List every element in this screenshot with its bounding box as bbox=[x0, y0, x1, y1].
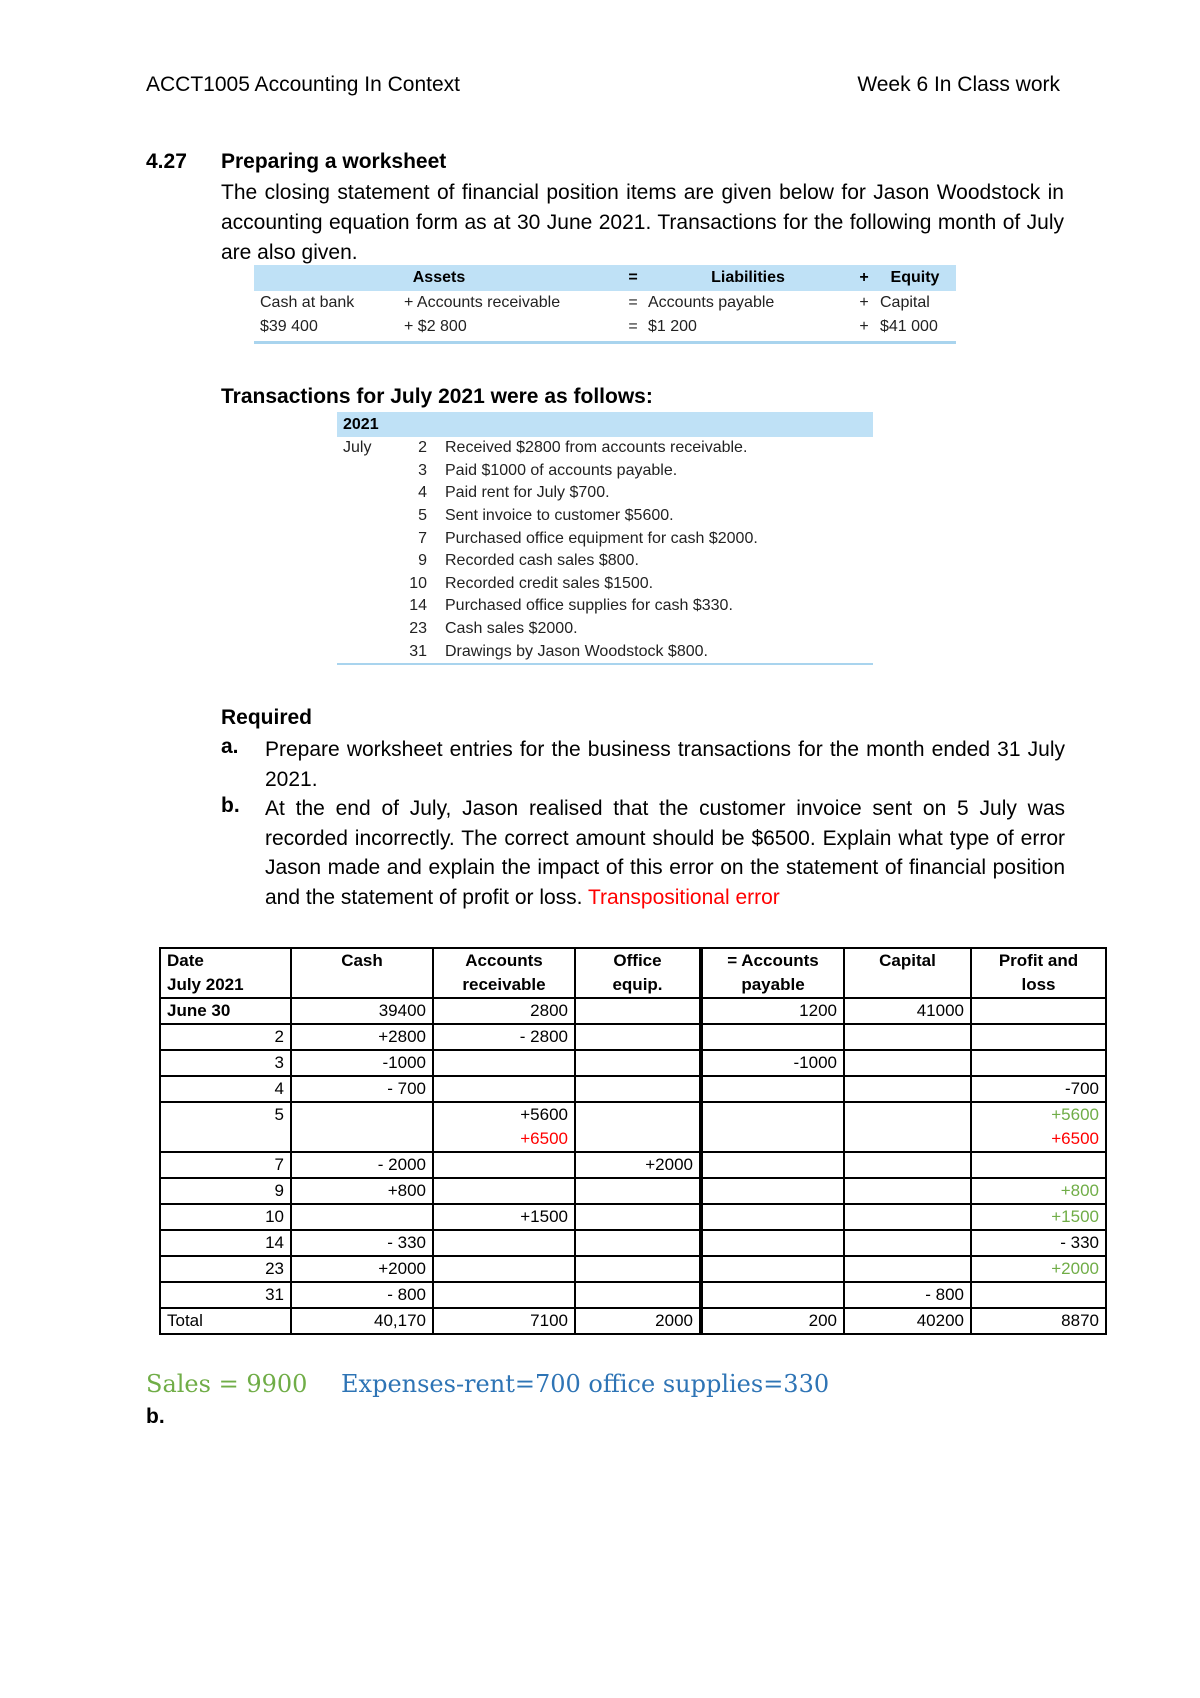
cash-cell: 39400 bbox=[291, 998, 433, 1024]
office-equip-cell bbox=[575, 1102, 701, 1152]
transaction-row bbox=[337, 437, 873, 460]
office-equip-cell bbox=[575, 1204, 701, 1230]
transaction-day: 9 bbox=[418, 552, 427, 570]
row-date: 4 bbox=[160, 1076, 291, 1102]
capital-value: $41 000 bbox=[874, 315, 956, 343]
cash-cell: +2800 bbox=[291, 1024, 433, 1050]
pl-cell bbox=[971, 1282, 1106, 1308]
cash-column-header: Cash bbox=[291, 948, 433, 998]
question-a-text: Prepare worksheet entries for the business transactions for the month ended 31 July 2021. bbox=[265, 738, 1065, 791]
answer-b-label: b. bbox=[146, 1405, 165, 1428]
transactions-header-row bbox=[337, 412, 873, 437]
ap-cell bbox=[701, 1102, 844, 1152]
capital-cell bbox=[844, 1050, 971, 1076]
ap-cell: 1200 bbox=[701, 998, 844, 1024]
transactions-table bbox=[337, 412, 873, 665]
capital-cell bbox=[844, 1178, 971, 1204]
question-b-answer: Transpositional error bbox=[587, 885, 780, 909]
question-b-letter: b. bbox=[221, 794, 240, 817]
ap-cell bbox=[701, 1282, 844, 1308]
transaction-row bbox=[337, 573, 873, 596]
transaction-text: Recorded cash sales $800. bbox=[445, 552, 639, 570]
transactions-heading: Transactions for July 2021 were as follows: bbox=[221, 385, 653, 408]
capital-cell: 41000 bbox=[844, 998, 971, 1024]
capital-cell bbox=[844, 1024, 971, 1050]
pl-cell: -700 bbox=[971, 1076, 1106, 1102]
plus-header: + bbox=[854, 265, 874, 291]
row-date: 7 bbox=[160, 1152, 291, 1178]
accounts-payable-value: $1 200 bbox=[642, 315, 854, 343]
assets-header: Assets bbox=[254, 265, 624, 291]
worksheet-row bbox=[160, 1230, 1106, 1256]
equals-header: = bbox=[624, 265, 642, 291]
date-column-header: Date July 2021 bbox=[160, 948, 291, 998]
worksheet-row bbox=[160, 1076, 1106, 1102]
total-ap: 200 bbox=[701, 1308, 844, 1334]
total-capital: 40200 bbox=[844, 1308, 971, 1334]
accounts-payable-column-header: = Accounts payable bbox=[701, 948, 844, 998]
worksheet-row bbox=[160, 1024, 1106, 1050]
worksheet-row bbox=[160, 1050, 1106, 1076]
cash-at-bank-label: Cash at bank bbox=[260, 294, 355, 311]
ar-cell bbox=[433, 1230, 575, 1256]
pl-cell: - 330 bbox=[971, 1230, 1106, 1256]
capital-cell: - 800 bbox=[844, 1282, 971, 1308]
cash-cell: +2000 bbox=[291, 1256, 433, 1282]
worksheet-row bbox=[160, 1178, 1106, 1204]
office-equip-cell bbox=[575, 1282, 701, 1308]
ap-cell bbox=[701, 1230, 844, 1256]
row-date: 14 bbox=[160, 1230, 291, 1256]
cash-cell: - 700 bbox=[291, 1076, 433, 1102]
section-intro: The closing statement of financial position items are given below for Jason Woodstock in accounting equation form as at 30 June 2021. Transactions for the following month of July are also given. bbox=[221, 181, 1064, 264]
worksheet-row bbox=[160, 1282, 1106, 1308]
pl-cell: +800 bbox=[971, 1178, 1106, 1204]
transaction-month: July bbox=[343, 439, 372, 457]
pl-cell bbox=[971, 998, 1106, 1024]
transaction-text: Sent invoice to customer $5600. bbox=[445, 507, 674, 525]
row-date: 3 bbox=[160, 1050, 291, 1076]
capital-cell bbox=[844, 1256, 971, 1282]
pl-cell bbox=[971, 1152, 1106, 1178]
row-date: 5 bbox=[160, 1102, 291, 1152]
cash-cell bbox=[291, 1102, 433, 1152]
worksheet-total-row bbox=[160, 1308, 1106, 1334]
office-equip-cell bbox=[575, 1024, 701, 1050]
ar-cell: 2800 bbox=[433, 998, 575, 1024]
transaction-text: Cash sales $2000. bbox=[445, 620, 578, 638]
transaction-day: 14 bbox=[409, 597, 427, 615]
ar-cell bbox=[433, 1076, 575, 1102]
ar-cell: +1500 bbox=[433, 1204, 575, 1230]
accounts-receivable-label: + Accounts receivable bbox=[404, 294, 561, 311]
liabilities-header: Liabilities bbox=[642, 265, 854, 291]
plus-sign: + bbox=[854, 315, 874, 343]
ar-cell bbox=[433, 1256, 575, 1282]
transaction-row bbox=[337, 595, 873, 618]
row-date: 23 bbox=[160, 1256, 291, 1282]
worksheet-row bbox=[160, 1152, 1106, 1178]
summary-line bbox=[146, 1370, 829, 1398]
ap-cell bbox=[701, 1204, 844, 1230]
expenses-summary: Expenses-rent=700 office supplies=330 bbox=[341, 1370, 830, 1398]
transaction-text: Recorded credit sales $1500. bbox=[445, 574, 654, 592]
transaction-row bbox=[337, 550, 873, 573]
pl-correction: +6500 bbox=[1051, 1129, 1099, 1148]
transaction-day: 31 bbox=[391, 640, 439, 664]
equation-label-row bbox=[254, 291, 956, 315]
total-pl: 8870 bbox=[971, 1308, 1106, 1334]
office-equip-cell bbox=[575, 1230, 701, 1256]
section-title: Preparing a worksheet bbox=[221, 150, 447, 173]
cash-cell bbox=[291, 1204, 433, 1230]
ap-cell bbox=[701, 1024, 844, 1050]
cash-cell: - 800 bbox=[291, 1282, 433, 1308]
accounts-receivable-column-header: Accounts receivable bbox=[433, 948, 575, 998]
equals-sign: = bbox=[628, 294, 638, 311]
header-week-title: Week 6 In Class work bbox=[857, 73, 1060, 96]
cash-cell: - 330 bbox=[291, 1230, 433, 1256]
pl-cell: +5600 +6500 bbox=[971, 1102, 1106, 1152]
ar-cell bbox=[433, 1152, 575, 1178]
capital-label: Capital bbox=[880, 294, 930, 311]
capital-column-header: Capital bbox=[844, 948, 971, 998]
pl-cell bbox=[971, 1050, 1106, 1076]
ar-cell: - 2800 bbox=[433, 1024, 575, 1050]
transaction-text: Purchased office equipment for cash $2000. bbox=[445, 529, 758, 547]
office-equip-cell: +2000 bbox=[575, 1152, 701, 1178]
transaction-row bbox=[337, 640, 873, 664]
transaction-row bbox=[337, 460, 873, 483]
office-equip-cell bbox=[575, 998, 701, 1024]
worksheet-row bbox=[160, 1204, 1106, 1230]
transaction-day: 7 bbox=[418, 529, 427, 547]
section-number: 4.27 bbox=[146, 150, 187, 173]
header-course-title: ACCT1005 Accounting In Context bbox=[146, 73, 461, 96]
ar-correction: +6500 bbox=[520, 1129, 568, 1148]
total-ar: 7100 bbox=[433, 1308, 575, 1334]
capital-cell bbox=[844, 1152, 971, 1178]
required-heading: Required bbox=[221, 706, 313, 729]
office-equip-cell bbox=[575, 1076, 701, 1102]
accounting-equation-table bbox=[254, 265, 956, 344]
ap-cell bbox=[701, 1076, 844, 1102]
accounts-receivable-value: + $2 800 bbox=[398, 315, 624, 343]
row-date: 9 bbox=[160, 1178, 291, 1204]
ap-cell: -1000 bbox=[701, 1050, 844, 1076]
plus-sign: + bbox=[859, 294, 869, 311]
transaction-text: Drawings by Jason Woodstock $800. bbox=[439, 640, 873, 664]
worksheet-header-row bbox=[160, 948, 1106, 998]
equals-sign: = bbox=[624, 315, 642, 343]
transaction-day: 23 bbox=[409, 620, 427, 638]
pl-cell bbox=[971, 1024, 1106, 1050]
worksheet-row bbox=[160, 1102, 1106, 1152]
cash-cell: -1000 bbox=[291, 1050, 433, 1076]
office-equip-cell bbox=[575, 1050, 701, 1076]
transaction-day: 5 bbox=[418, 507, 427, 525]
ar-cell bbox=[433, 1178, 575, 1204]
ap-cell bbox=[701, 1152, 844, 1178]
cash-cell: - 2000 bbox=[291, 1152, 433, 1178]
capital-cell bbox=[844, 1230, 971, 1256]
total-cash: 40,170 bbox=[291, 1308, 433, 1334]
ar-cell bbox=[433, 1282, 575, 1308]
row-date: 10 bbox=[160, 1204, 291, 1230]
sales-summary: Sales = 9900 bbox=[146, 1370, 308, 1398]
transaction-text: Purchased office supplies for cash $330. bbox=[445, 597, 733, 615]
capital-cell bbox=[844, 1102, 971, 1152]
pl-cell: +2000 bbox=[971, 1256, 1106, 1282]
question-b-body: At the end of July, Jason realised that the customer invoice sent on 5 July was recorded incorrectly. The correct amount should be $6500. Explain what type of error Jason made and explain the impact of this error on the statement of financial position and the statement of profit or loss. bbox=[265, 797, 1065, 909]
worksheet-row bbox=[160, 998, 1106, 1024]
transaction-row bbox=[337, 618, 873, 641]
question-a-letter: a. bbox=[221, 735, 239, 758]
ap-cell bbox=[701, 1178, 844, 1204]
row-date: June 30 bbox=[160, 998, 291, 1024]
transaction-row bbox=[337, 527, 873, 550]
office-equipment-column-header: Office equip. bbox=[575, 948, 701, 998]
transaction-row bbox=[337, 505, 873, 528]
equity-header: Equity bbox=[874, 265, 956, 291]
capital-cell bbox=[844, 1204, 971, 1230]
ap-cell bbox=[701, 1256, 844, 1282]
transaction-row bbox=[337, 482, 873, 505]
transaction-day: 10 bbox=[409, 574, 427, 592]
transaction-text: Paid $1000 of accounts payable. bbox=[445, 461, 678, 479]
ar-cell: +5600 +6500 bbox=[433, 1102, 575, 1152]
row-date: 2 bbox=[160, 1024, 291, 1050]
total-office-equip: 2000 bbox=[575, 1308, 701, 1334]
equation-header-row bbox=[254, 265, 956, 291]
total-label: Total bbox=[160, 1308, 291, 1334]
cash-at-bank-value: $39 400 bbox=[254, 315, 398, 343]
office-equip-cell bbox=[575, 1256, 701, 1282]
transaction-day: 2 bbox=[418, 439, 427, 457]
row-date: 31 bbox=[160, 1282, 291, 1308]
capital-cell bbox=[844, 1076, 971, 1102]
cash-cell: +800 bbox=[291, 1178, 433, 1204]
ar-cell bbox=[433, 1050, 575, 1076]
profit-and-loss-column-header: Profit and loss bbox=[971, 948, 1106, 998]
accounts-payable-label: Accounts payable bbox=[648, 294, 775, 311]
transaction-day: 4 bbox=[418, 484, 427, 502]
transaction-day: 3 bbox=[418, 461, 427, 479]
worksheet-row bbox=[160, 1256, 1106, 1282]
transactions-year: 2021 bbox=[337, 412, 873, 437]
transaction-text: Paid rent for July $700. bbox=[445, 484, 610, 502]
equation-value-row bbox=[254, 315, 956, 343]
worksheet-table bbox=[159, 947, 1107, 1335]
transaction-text: Received $2800 from accounts receivable. bbox=[445, 439, 748, 457]
pl-cell: +1500 bbox=[971, 1204, 1106, 1230]
office-equip-cell bbox=[575, 1178, 701, 1204]
question-b-text bbox=[265, 794, 1065, 912]
